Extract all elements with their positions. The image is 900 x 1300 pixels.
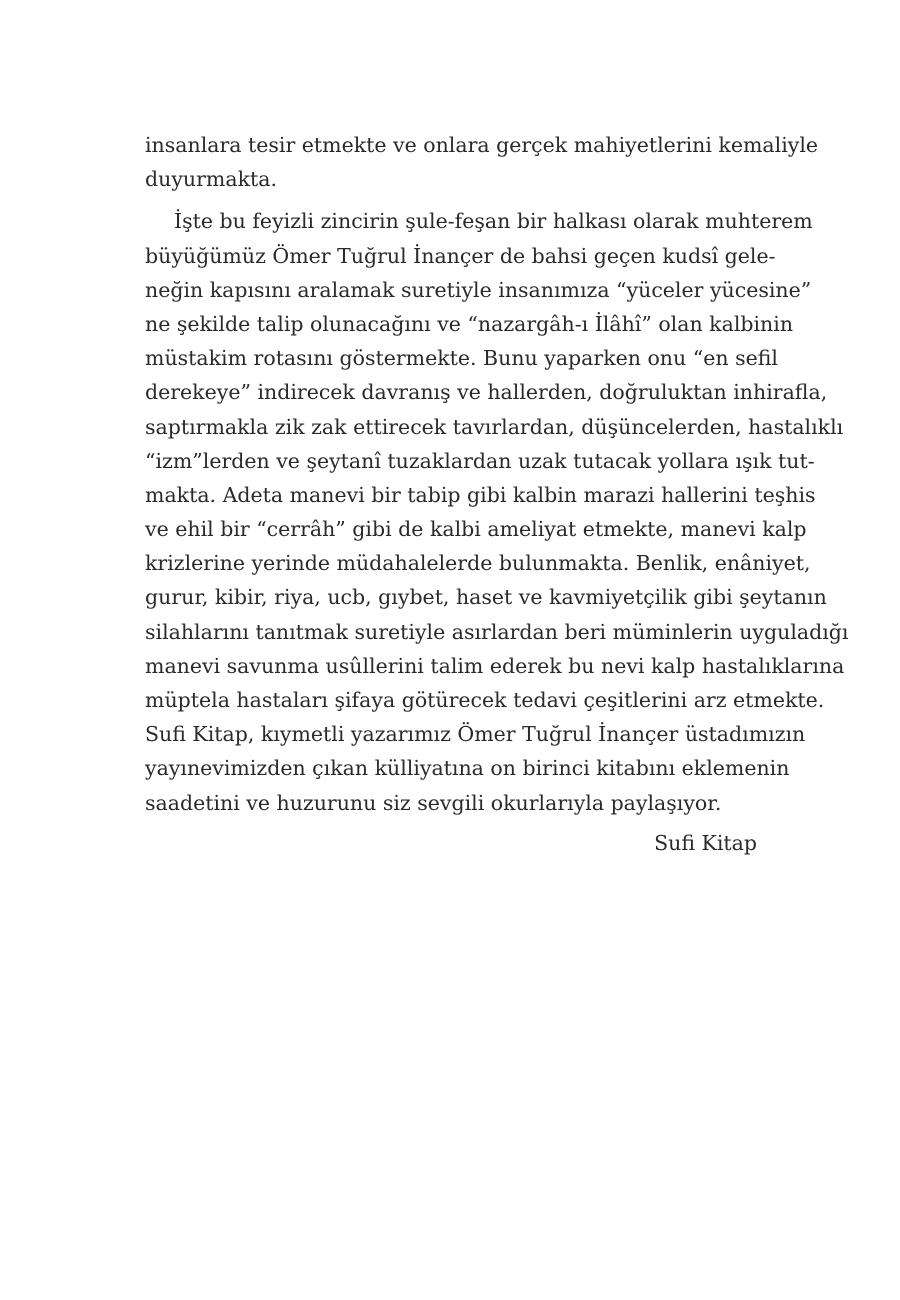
text-line: duyurmakta. — [145, 167, 277, 192]
text-line: ve ehil bir “cerrâh” gibi de kalbi ameliyat etmekte, manevi kalp — [145, 517, 807, 542]
text-line: manevi savunma usûllerini talim ederek bu nevi kalp hastalıklarına — [145, 653, 845, 678]
text-line: büyüğümüz Ömer Tuğrul İnançer de bahsi geçen kudsî gele- — [145, 243, 776, 268]
text-line: insanlara tesir etmekte ve onlara gerçek mahiyetlerini kemaliyle — [145, 133, 819, 157]
text-line: krizlerine yerinde müdahalelerde bulunmakta. Benlik, enâniyet, — [145, 551, 811, 576]
text-line: silahlarını tanıtmak suretiyle asırlardan beri müminlerin uyguladığı — [145, 619, 849, 644]
text-line: Sufi Kitap, kıymetli yazarımız Ömer Tuğrul İnançer üstadımızın — [145, 722, 806, 747]
paragraph-2 — [145, 204, 849, 819]
paragraph-1 — [145, 128, 819, 196]
text-line: makta. Adeta manevi bir tabip gibi kalbin marazi hallerini teşhis — [145, 482, 816, 507]
text-line: müstakim rotasını göstermekte. Bunu yaparken onu “en sefil — [145, 346, 778, 371]
text-line: saptırmakla zik zak ettirecek tavırlardan, düşüncelerden, hastalıklı — [145, 414, 844, 439]
signature: Sufi Kitap — [654, 830, 757, 855]
text-line: yayınevimizden çıkan külliyatına on birinci kitabını eklemenin — [145, 756, 790, 781]
text-line: İşte bu feyizli zincirin şule-feşan bir halkası olarak muhterem — [174, 209, 813, 234]
text-line: derekeye” indirecek davranış ve hallerden, doğruluktan inhirafla, — [145, 380, 828, 405]
text-line: saadetini ve huzurunu siz sevgili okurlarıyla paylaşıyor. — [145, 790, 722, 815]
text-line: gurur, kibir, riya, ucb, gıybet, haset ve kavmiyetçilik gibi şeytanın — [145, 585, 827, 610]
text-line: ne şekilde talip olunacağını ve “nazargâh-ı İlâhî” olan kalbinin — [145, 311, 794, 336]
text-line: “izm”lerden ve şeytanî tuzaklardan uzak tutacak yollara ışık tut- — [145, 448, 815, 473]
text-line: müptela hastaları şifaya götürecek tedavi çeşitlerini arz etmekte. — [145, 688, 825, 712]
body-text — [145, 128, 849, 860]
text-line: neğin kapısını aralamak suretiyle insanımıza “yüceler yücesine” — [145, 277, 812, 302]
paragraph-spacer — [145, 196, 757, 204]
